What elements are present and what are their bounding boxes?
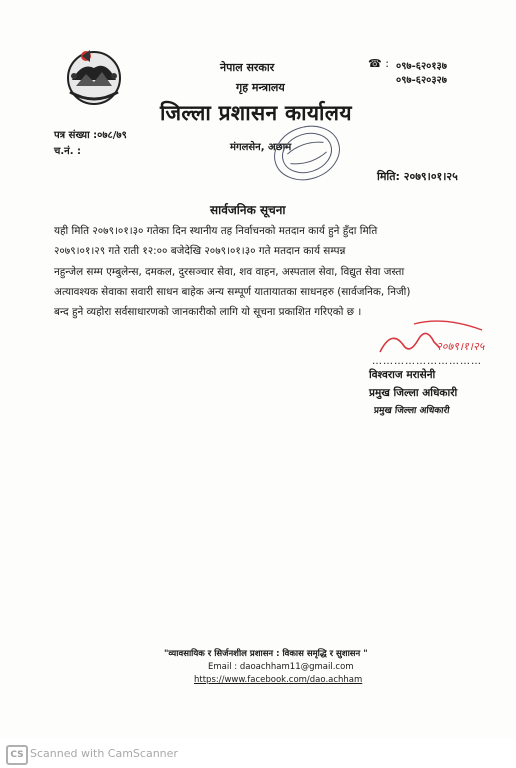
signatory-designation: प्रमुख जिल्ला अधिकारी bbox=[369, 387, 458, 399]
notice-line-1: यही मिति २०७९।०१।३० गतेका दिन स्थानीय तह निर्वाचनको मतदान कार्य हुने हुँदा मिति bbox=[54, 225, 378, 237]
telephone-icon: ☎ : bbox=[368, 57, 389, 70]
signature-date: २०७९।१।२५ bbox=[436, 340, 485, 353]
notice-line-3: नहुन्जेल सम्म एम्बुलेन्स, दमकल, दुरसञ्चार सेवा, शव वाहन, अस्पताल सेवा, विद्युत सेवा जस्ता bbox=[54, 265, 405, 278]
phone-number-2: ०९७-६२०३२७ bbox=[396, 75, 447, 86]
gov-name: नेपाल सरकार bbox=[220, 61, 275, 74]
office-location: मंगलसेन, अछाम bbox=[230, 142, 292, 153]
nepal-emblem-icon bbox=[62, 46, 126, 106]
scanner-watermark-text: Scanned with CamScanner bbox=[30, 747, 178, 760]
dispatch-number: च.नं. : bbox=[54, 146, 81, 157]
letter-number: पत्र संख्या :०७८/७९ bbox=[54, 130, 127, 141]
phone-number-1: ०९७-६२०१३७ bbox=[396, 61, 447, 72]
issue-date: मिति: २०७९।०१।२५ bbox=[377, 170, 458, 183]
signatory-name: विश्वराज मरासेनी bbox=[369, 369, 436, 381]
footer-email[interactable]: Email : daoachham11@gmail.com bbox=[208, 662, 354, 672]
camscanner-logo-icon: CS bbox=[6, 745, 28, 765]
notice-title: सार्वजनिक सूचना bbox=[210, 203, 286, 217]
designation-stamp: प्रमुख जिल्ला अधिकारी bbox=[373, 406, 451, 416]
notice-line-2: २०७९।०१।२९ गते राती १२:०० बजेदेखि २०७९।०१।३० गते मतदान कार्य सम्पन्न bbox=[54, 245, 346, 258]
ministry-name: गृह मन्त्रालय bbox=[236, 81, 285, 94]
notice-body bbox=[54, 221, 474, 322]
footer-facebook-link[interactable]: https://www.facebook.com/dao.achham bbox=[194, 675, 363, 685]
notice-line-5: बन्द हुने व्यहोरा सर्वसाधारणको जानकारीको लागि यो सूचना प्रकाशित गरिएको छ । bbox=[54, 306, 362, 319]
notice-line-4: अत्यावश्यक सेवाका सवारी साधन बाहेक अन्य सम्पूर्ण यातायातका साधनहरु (सार्वजनिक, निजी) bbox=[54, 285, 411, 298]
footer-slogan: "व्यावसायिक र सिर्जनशील प्रशासन : विकास समृद्धि र सुशासन " bbox=[164, 649, 368, 659]
office-seal-stamp bbox=[270, 118, 344, 188]
scanner-watermark-bar bbox=[0, 738, 516, 768]
office-name: जिल्ला प्रशासन कार्यालय bbox=[160, 101, 352, 125]
signature-dotted-line: ………………………… bbox=[372, 356, 482, 367]
